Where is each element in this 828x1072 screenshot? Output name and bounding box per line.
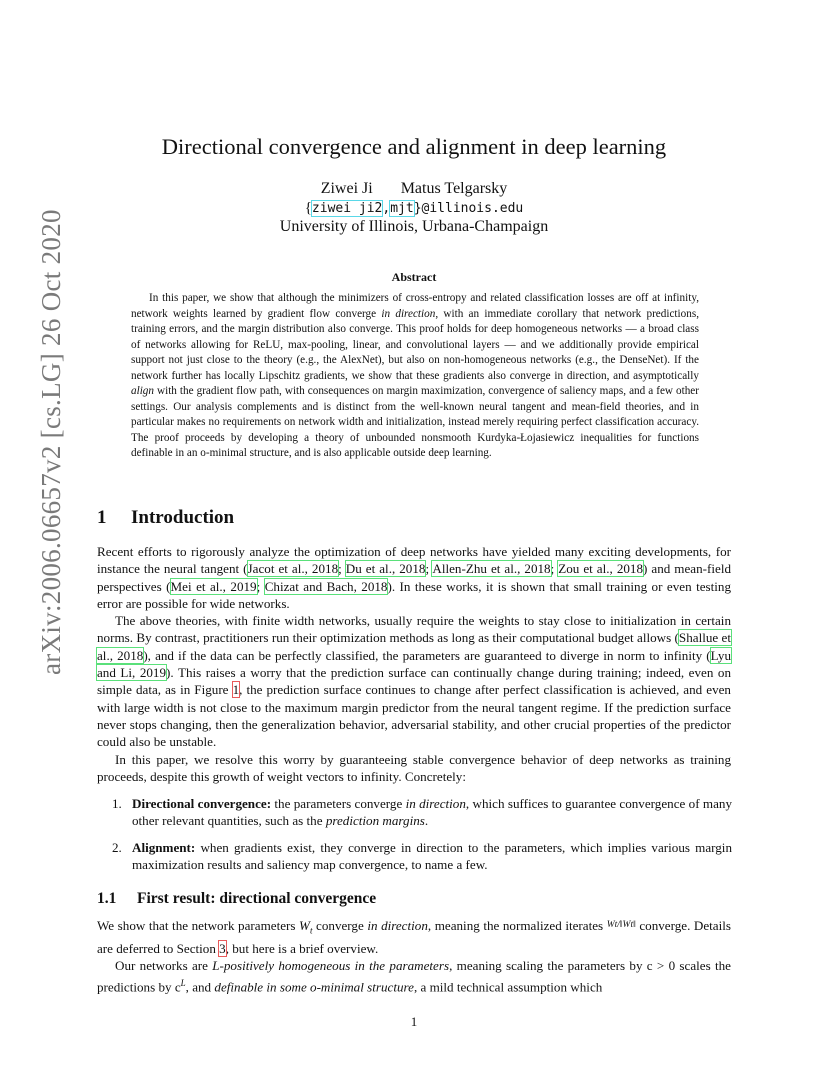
abstract-heading: Abstract: [391, 270, 437, 284]
author-list: [0, 180, 828, 198]
paragraph: In this paper, we resolve this worry by guaranteeing stable convergence behavior of deep networks as training proceeds, despite this growth of weight vectors to infinity. Concretely:: [97, 751, 731, 784]
list-item: 1. Directional convergence: the parameters converge in direction, which suffices to guarantee convergence of many other relevant quantities, such as the prediction margins.: [112, 796, 732, 829]
citation-link[interactable]: Chizat and Bach, 2018: [264, 578, 388, 594]
email-domain: }@illinois.edu: [413, 201, 524, 216]
email-link-mjt[interactable]: mjt: [390, 201, 414, 216]
paragraph: We show that the network parameters $W_t$ converge in direction, meaning the normalized iterates $^{Wt/‖Wt‖}$ converge. Details are deferred to Section 3, but here is a brief overview.: [97, 918, 731, 956]
citation-link[interactable]: Jacot et al., 2018: [247, 561, 339, 577]
paper-title: Directional convergence and alignment in deep learning: [161, 134, 667, 159]
citation-link[interactable]: Mei et al., 2019: [170, 578, 257, 594]
email-comma: ,: [382, 201, 391, 216]
citation-link[interactable]: Lyu and Li, 2019: [97, 647, 731, 681]
affiliation: University of Illinois, Urbana-Champaign: [279, 218, 549, 235]
section-heading-introduction: 1 Introduction: [97, 507, 235, 528]
contribution-list: [112, 795, 732, 873]
section-reference-link[interactable]: 3: [219, 940, 226, 956]
introduction-body: [97, 543, 731, 785]
paragraph: Our networks are L-positively homogeneous in the parameters, meaning scaling the parameters by c > 0 scales the predictions by $c^L$, and definable in some o-minimal structure, a mild technical assumption which: [97, 958, 731, 994]
arxiv-stamp: arXiv:2006.06657v2 [cs.LG] 26 Oct 2020: [36, 209, 66, 675]
paragraph: Recent efforts to rigorously analyze the optimization of deep networks have yielded many exciting developments, for instance the neural tangent (Jacot et al., 2018; Du et al., 2018; Allen-Zhu et al., 2018; Zou et al., 2018) and mean-field perspectives (Mei et al., 2019; Chizat and Bach, 2018). In these works, it is shown that small training or even testing error are possible for wide networks.: [97, 544, 732, 611]
email-link-ziweiji2[interactable]: ziwei ji2: [311, 201, 383, 216]
email-brace: {: [304, 200, 312, 216]
figure-reference-link[interactable]: 1: [232, 682, 240, 698]
author-email: [0, 200, 828, 217]
list-item: 2. Alignment: when gradients exist, they converge in direction to the parameters, which implies various margin maximization results and saliency map convergence, to name a few.: [112, 839, 732, 872]
page-number: 1: [410, 1014, 418, 1029]
author-name: Ziwei Ji: [320, 180, 373, 197]
author-name: Matus Telgarsky: [400, 180, 508, 197]
citation-link[interactable]: Du et al., 2018: [345, 561, 426, 577]
subsection-heading-directional-convergence: 1.1 First result: directional convergence: [97, 890, 377, 907]
citation-link[interactable]: Shallue et al., 2018: [97, 630, 731, 663]
normalized-iterate-fraction: Wt/‖Wt‖: [606, 920, 636, 930]
citation-link[interactable]: Zou et al., 2018: [558, 561, 644, 577]
subsection-body: [97, 917, 731, 995]
paragraph: The above theories, with finite width networks, usually require the weights to stay close to initialization in certain norms. By contrast, practitioners run their optimization methods as long as their computational budget allows (Shallue et al., 2018), and if the data can be perfectly classified, the parameters are guaranteed to diverge in norm to infinity (Lyu and Li, 2019). This raises a worry that the prediction surface can continually change during training; indeed, even on simple data, as in Figure 1, the prediction surface continues to change after perfect classification is achieved, and even with large width is not close to the maximum margin predictor from the neural tangent regime. If the prediction surface never stops changing, then the generalization behavior, adversarial stability, and other crucial properties of the predictor could also be unstable.: [97, 613, 731, 750]
citation-link[interactable]: Allen-Zhu et al., 2018: [432, 561, 551, 577]
abstract-text: In this paper, we show that although the minimizers of cross-entropy and related classification losses are off at infinity, network weights learned by gradient flow converge in direction, with an immediate corollary that network predictions, training errors, and the margin distribution also converge. This proof holds for deep homogeneous networks — a broad class of networks allowing for ReLU, max-pooling, linear, and convolutional layers — and we additionally provide empirical support not just close to the theory (e.g., the AlexNet), but also on non-homogeneous networks (e.g., the DenseNet). If the network further has locally Lipschitz gradients, we show that these gradients also converge in direction, and asymptotically align with the gradient flow path, with consequences on margin maximization, convergence of saliency maps, and a few other settings. Our analysis complements and is distinct from the well-known neural tangent and mean-field theories, and in particular makes no requirements on network width and initialization, instead merely requiring perfect classification accuracy. The proof proceeds by developing a theory of unbounded nonsmooth Kurdyka-Łojasiewicz inequalities for functions definable in an o-minimal structure, and is also applicable outside deep learning.: [131, 292, 699, 459]
